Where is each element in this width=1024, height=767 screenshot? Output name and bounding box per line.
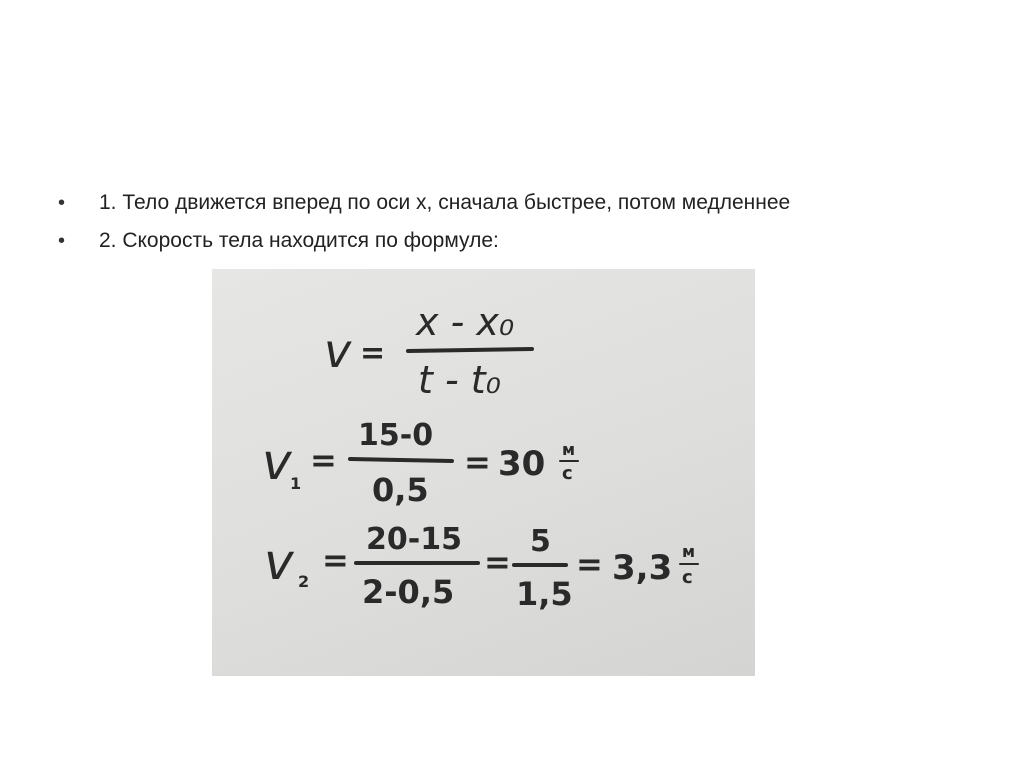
bullet-list — [58, 184, 790, 260]
formula-general-denominator: t - t₀ — [418, 358, 501, 402]
formula-general-numerator: x - x₀ — [416, 300, 515, 344]
formula-v1 — [262, 418, 578, 509]
formula-v1-eq2: = — [464, 443, 491, 481]
formula-v2-numerator2: 5 — [530, 524, 551, 559]
formula-v2-subscript: 2 — [298, 572, 310, 591]
formula-general-fraction-line — [408, 349, 532, 351]
formula-v2-unit-den: с — [682, 567, 693, 588]
bullet-text-1: 1. Тело движется вперед по оси x, сначала быстрее, потом медленнее — [99, 191, 791, 214]
formula-v2-eq3: = — [576, 545, 603, 583]
formula-v1-fraction-line — [350, 459, 452, 461]
formula-v1-subscript: 1 — [290, 474, 302, 493]
formula-drawing — [212, 269, 755, 676]
formula-v1-numerator: 15-0 — [358, 418, 434, 453]
formula-v1-denominator: 0,5 — [372, 471, 429, 509]
formula-general-lhs: v — [324, 324, 352, 378]
bullet-text-2: 2. Скорость тела находится по формуле: — [99, 229, 499, 252]
formula-v2-numerator: 20-15 — [366, 522, 462, 557]
bullet-item-2 — [58, 222, 790, 260]
formula-v2-lhs: v — [264, 533, 294, 591]
formula-v1-lhs: v — [262, 433, 292, 491]
formula-v2-unit-num: м — [682, 542, 696, 561]
formula-v1-eq: = — [310, 441, 337, 479]
formula-v2-eq: = — [322, 541, 349, 579]
handwritten-formula-photo — [212, 269, 755, 676]
formula-v1-result: 30 — [498, 444, 546, 484]
formula-v2-eq2: = — [484, 543, 511, 581]
formula-v1-unit-num: м — [562, 440, 576, 459]
formula-v2-denominator2: 1,5 — [516, 575, 573, 613]
formula-v2 — [264, 522, 698, 613]
bullet-dot-icon: • — [58, 192, 66, 214]
formula-v2-result: 3,3 — [612, 548, 673, 588]
bullet-dot-icon: • — [58, 230, 66, 252]
formula-general-eq: = — [360, 336, 386, 371]
formula-v2-denominator: 2-0,5 — [362, 573, 455, 611]
formula-general — [324, 300, 532, 402]
formula-v1-unit-den: с — [562, 463, 573, 484]
bullet-item-1 — [58, 184, 790, 222]
